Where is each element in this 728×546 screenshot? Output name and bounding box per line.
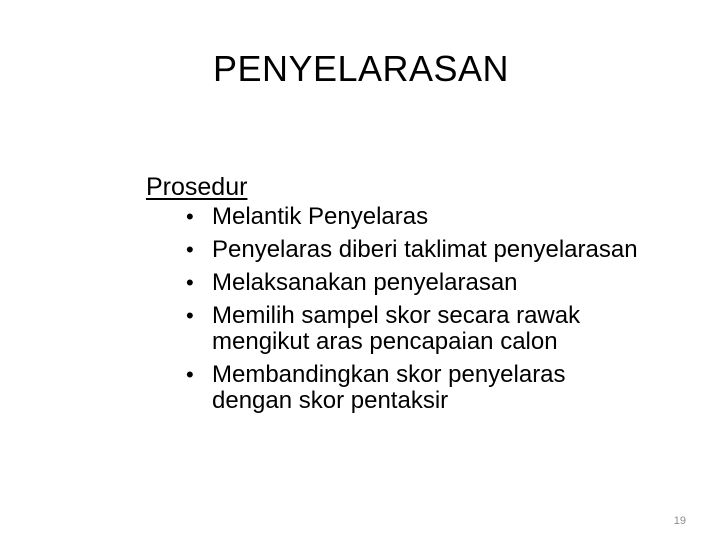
bullet-text: Memilih sampel skor secara rawak mengikut aras pencapaian calon <box>212 302 581 355</box>
bullet-icon: • <box>186 303 194 328</box>
bullet-icon: • <box>186 237 194 262</box>
bullet-text: Membandingkan skor penyelaras dengan skor pentaksir <box>212 361 566 414</box>
slide-title <box>0 44 728 94</box>
list-item <box>186 362 646 414</box>
bullet-text: Melaksanakan penyelarasan <box>212 269 518 296</box>
page-number: 19 <box>673 515 686 527</box>
list-item <box>186 204 646 230</box>
bullet-list <box>186 204 646 421</box>
bullet-icon: • <box>186 362 194 387</box>
list-item <box>186 270 646 296</box>
bullet-icon: • <box>186 204 194 229</box>
bullet-text: Melantik Penyelaras <box>212 203 429 230</box>
bullet-icon: • <box>186 270 194 295</box>
bullet-text: Penyelaras diberi taklimat penyelarasan <box>212 236 638 263</box>
section-heading: Prosedur <box>146 173 248 201</box>
slide-title-text: PENYELARASAN <box>212 48 510 89</box>
list-item <box>186 303 646 355</box>
list-item <box>186 237 646 263</box>
